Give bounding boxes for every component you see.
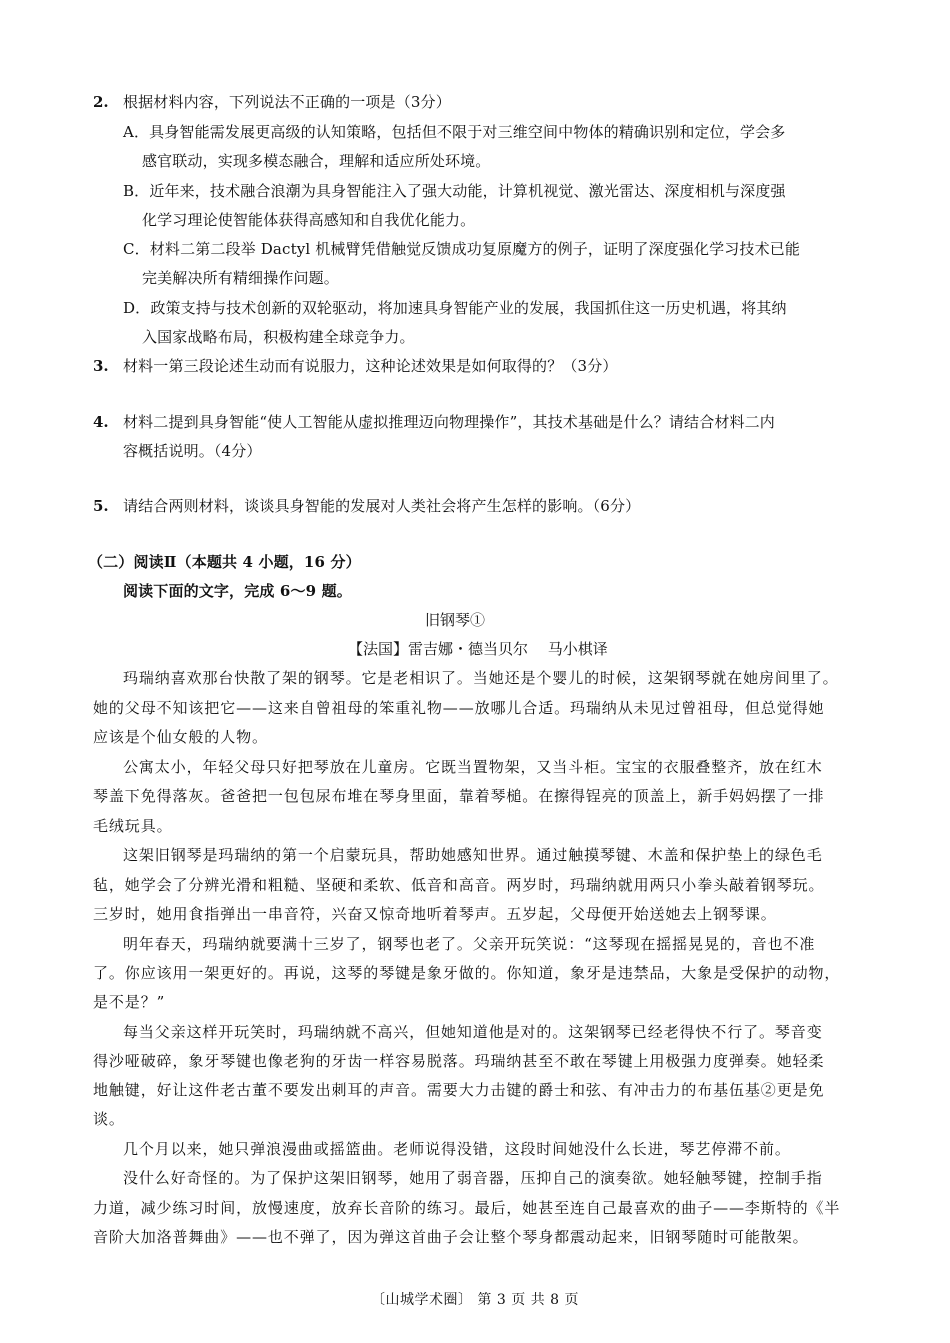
article-line: 这架旧钢琴是玛瑞纳的第一个启蒙玩具，帮助她感知世界。通过触摸琴键、木盖和保护垫上的绿色毛: [123, 846, 823, 864]
article-line: 了。你应该用一架更好的。再说，这琴的琴键是象牙做的。你知道，象牙是违禁品，大象是受保护的动物，: [93, 964, 841, 982]
article-line: 公寓太小，年轻父母只好把琴放在儿童房。它既当置物架，又当斗柜。宝宝的衣服叠整齐，放在红木: [123, 758, 823, 776]
question-number-2: 2.: [93, 93, 109, 111]
question-2-option-b-line-2: 化学习理论使智能体获得高感知和自我优化能力。: [142, 211, 476, 229]
question-2-option-c-line-1: C．材料二第二段举 Dactyl 机械臂凭借触觉反馈成功复原魔方的例子，证明了深度强化学习技术已能: [123, 240, 801, 258]
article-line: 每当父亲这样开玩笑时，玛瑞纳就不高兴，但她知道他是对的。这架钢琴已经老得快不行了。琴音变: [123, 1023, 823, 1041]
article-line: 音阶大加洛普舞曲》——也不弹了，因为弹这首曲子会让整个琴身都震动起来，旧钢琴随时可能散架。: [93, 1228, 809, 1246]
article-line: 地触键，好让这件老古董不要发出刺耳的声音。需要大力击键的爵士和弦、有冲击力的布基伍基②更是免: [93, 1081, 825, 1099]
question-2-option-c-line-2: 完美解决所有精细操作问题。: [142, 269, 339, 287]
article-line: 毡，她学会了分辨光滑和粗糙、坚硬和柔软、低音和高音。两岁时，玛瑞纳就用两只小拳头敲着钢琴玩。: [93, 876, 825, 894]
question-number-3: 3.: [93, 357, 109, 375]
article-line: 应该是个仙女般的人物。: [93, 728, 268, 746]
question-4-stem-line-1: 材料二提到具身智能“使人工智能从虚拟推理迈向物理操作”，其技术基础是什么？请结合材料二内: [123, 413, 775, 431]
question-2-option-a-line-2: 感官联动，实现多模态融合，理解和适应所处环境。: [142, 152, 491, 170]
article-line: 琴盖下免得落灰。爸爸把一包包尿布堆在琴身里面，靠着琴槌。在擦得锃亮的顶盖上，新手妈妈摆了一排: [93, 787, 825, 805]
question-2-option-d-line-2: 入国家战略布局，积极构建全球竞争力。: [142, 328, 415, 346]
section-instruction: 阅读下面的文字，完成 6～9 题。: [123, 582, 352, 600]
article-line: 玛瑞纳喜欢那台快散了架的钢琴。它是老相识了。当她还是个婴儿的时候，这架钢琴就在她房间里了。: [123, 669, 839, 687]
article-line: 明年春天，玛瑞纳就要满十三岁了，钢琴也老了。父亲开玩笑说：“这琴现在摇摇晃晃的，音也不准: [123, 935, 816, 953]
article-line: 没什么好奇怪的。为了保护这架旧钢琴，她用了弱音器，压抑自己的演奏欲。她轻触琴键，控制手指: [123, 1169, 823, 1187]
question-2-stem: 根据材料内容，下列说法不正确的一项是（3分）: [123, 93, 451, 111]
question-2-option-a-line-1: A．具身智能需发展更高级的认知策略，包括但不限于对三维空间中物体的精确识别和定位，学会多: [123, 123, 786, 141]
article-line: 几个月以来，她只弹浪漫曲或摇篮曲。老师说得没错，这段时间她没什么长进，琴艺停滞不前。: [123, 1140, 791, 1158]
article-line: 得沙哑破碎，象牙琴键也像老狗的牙齿一样容易脱落。玛瑞纳甚至不敢在琴键上用极强力度弹奏。她轻柔: [93, 1052, 825, 1070]
article-title: 旧钢琴①: [425, 611, 486, 629]
question-3-stem: 材料一第三段论述生动而有说服力，这种论述效果是如何取得的？（3分）: [123, 357, 618, 375]
article-line: 谈。: [93, 1110, 125, 1128]
article-byline: 【法国】雷吉娜・德当贝尔 马小棋译: [348, 640, 608, 658]
question-2-option-d-line-1: D．政策支持与技术创新的双轮驱动，将加速具身智能产业的发展，我国抓住这一历史机遇，将其纳: [123, 299, 787, 317]
article-line: 是不是？”: [93, 993, 166, 1011]
question-2-option-b-line-1: B．近年来，技术融合浪潮为具身智能注入了强大动能，计算机视觉、激光雷达、深度相机与深度强: [123, 182, 786, 200]
article-line: 三岁时，她用食指弹出一串音符，兴奋又惊奇地听着琴声。五岁起，父母便开始送她去上钢琴课。: [93, 905, 777, 923]
article-line: 毛绒玩具。: [93, 817, 173, 835]
question-number-5: 5.: [93, 497, 109, 515]
section-heading: （二）阅读Ⅱ（本题共 4 小题，16 分）: [88, 553, 361, 571]
article-line: 她的父母不知该把它——这来自曾祖母的笨重礼物——放哪儿合适。玛瑞纳从未见过曾祖母，但总觉得她: [93, 699, 825, 717]
question-5-stem: 请结合两则材料，谈谈具身智能的发展对人类社会将产生怎样的影响。（6分）: [123, 497, 641, 515]
question-number-4: 4.: [93, 413, 109, 431]
article-line: 力道，减少练习时间，放慢速度，放弃长音阶的练习。最后，她甚至连自己最喜欢的曲子——李斯特的《半: [93, 1199, 841, 1217]
question-4-stem-line-2: 容概括说明。（4分）: [123, 442, 262, 460]
page-footer: 〔山城学术圈〕 第 3 页 共 8 页: [370, 1292, 579, 1308]
